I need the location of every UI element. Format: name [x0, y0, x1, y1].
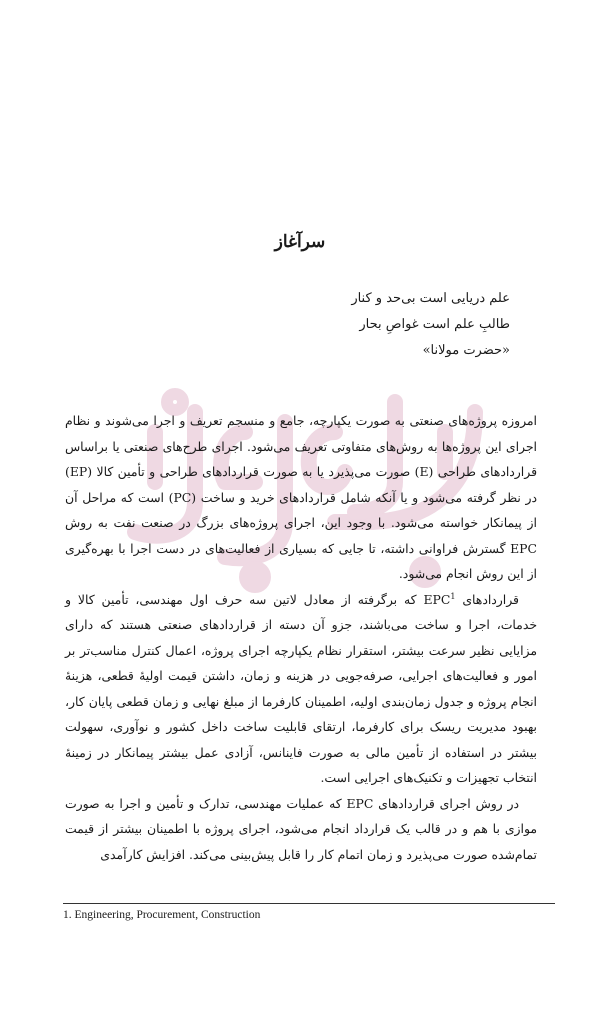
poem-attribution: «حضرت مولانا»	[422, 343, 510, 358]
paragraph-2	[65, 587, 537, 791]
paragraph-2-rest: که برگرفته از معادل لاتین سه حرف اول مهندسی، تأمین کالا و خدمات، اجرا و ساخت می‌باشند، جزو آن دسته از قراردادهای صنعتی هستند که دارای مزایایی نظیر سرعت بیشتر، استقرار نظام یکپارچه اجرای پروژه، اعمال کنترل مناسب‌تر بر امور و فعالیت‌های اجرایی، صرفه‌جویی در هزینه و زمان، داشتن قیمت اولیهٔ قطعی، هزینهٔ انجام پروژه و جدول زمان‌بندی اولیه، اطمینان کارفرما از مبلغ نهایی و زمان قطعی پایان کار، بهبود مدیریت ریسک برای کارفرما، ارتقای قابلیت ساخت داخل کشور و نوآوری، سهولت بیشتر در استفاده از تأمین مالی به صورت فاینانس، آزادی عمل بیشتر پیمانکار در زمینهٔ انتخاب تجهیزات و تکنیک‌های اجرایی است.	[65, 591, 537, 785]
paragraph-2-start: قراردادهای EPC	[423, 591, 519, 607]
opening-poem	[90, 286, 510, 364]
footnote-reference: 1	[450, 591, 456, 601]
paragraph-3: در روش اجرای قراردادهای EPC که عملیات مهندسی، تدارک و تأمین و اجرا به صورت موازی با هم و در قالب یک قرارداد انجام می‌شود، اجرای پروژه با اطمینان بیشتر از قیمت تمام‌شده صورت می‌پذیرد و زمان اتمام کار را قابل پیش‌بینی می‌کند. افزایش کارآمدی	[65, 795, 537, 862]
poem-line-1: علم دریایی است بی‌حد و کنار	[351, 291, 510, 306]
chapter-title: سرآغاز	[274, 232, 326, 252]
footnote: 1. Engineering, Procurement, Construction	[63, 909, 261, 921]
footnote-divider	[63, 903, 555, 904]
paragraph-1: امروزه پروژه‌های صنعتی به صورت یکپارچه، جامع و منسجم تعریف و اجرا می‌شوند و نظام اجرای این پروژه‌ها به روش‌های متفاوتی تعریف می‌شود. اجرای طرح‌های صنعتی یا براساس قراردادهای طراحی (E) صورت می‌پذیرد یا به صورت قراردادهای طراحی و تأمین کالا (EP) در نظر گرفته می‌شود و یا آنکه شامل قراردادهای خرید و ساخت (PC) است که مراحل آن از پیمانکار خواسته می‌شود. با وجود این، اجرای پروژه‌های بزرگ در صنعت نفت به روش EPC گسترش فراوانی داشته، تا جایی که بسیاری از فعالیت‌های در دست اجرا با بهره‌گیری از این روش انجام می‌شود.	[65, 413, 538, 581]
poem-line-2: طالبِ علم است غواصِ بحار	[359, 317, 510, 332]
body-text	[65, 408, 537, 867]
